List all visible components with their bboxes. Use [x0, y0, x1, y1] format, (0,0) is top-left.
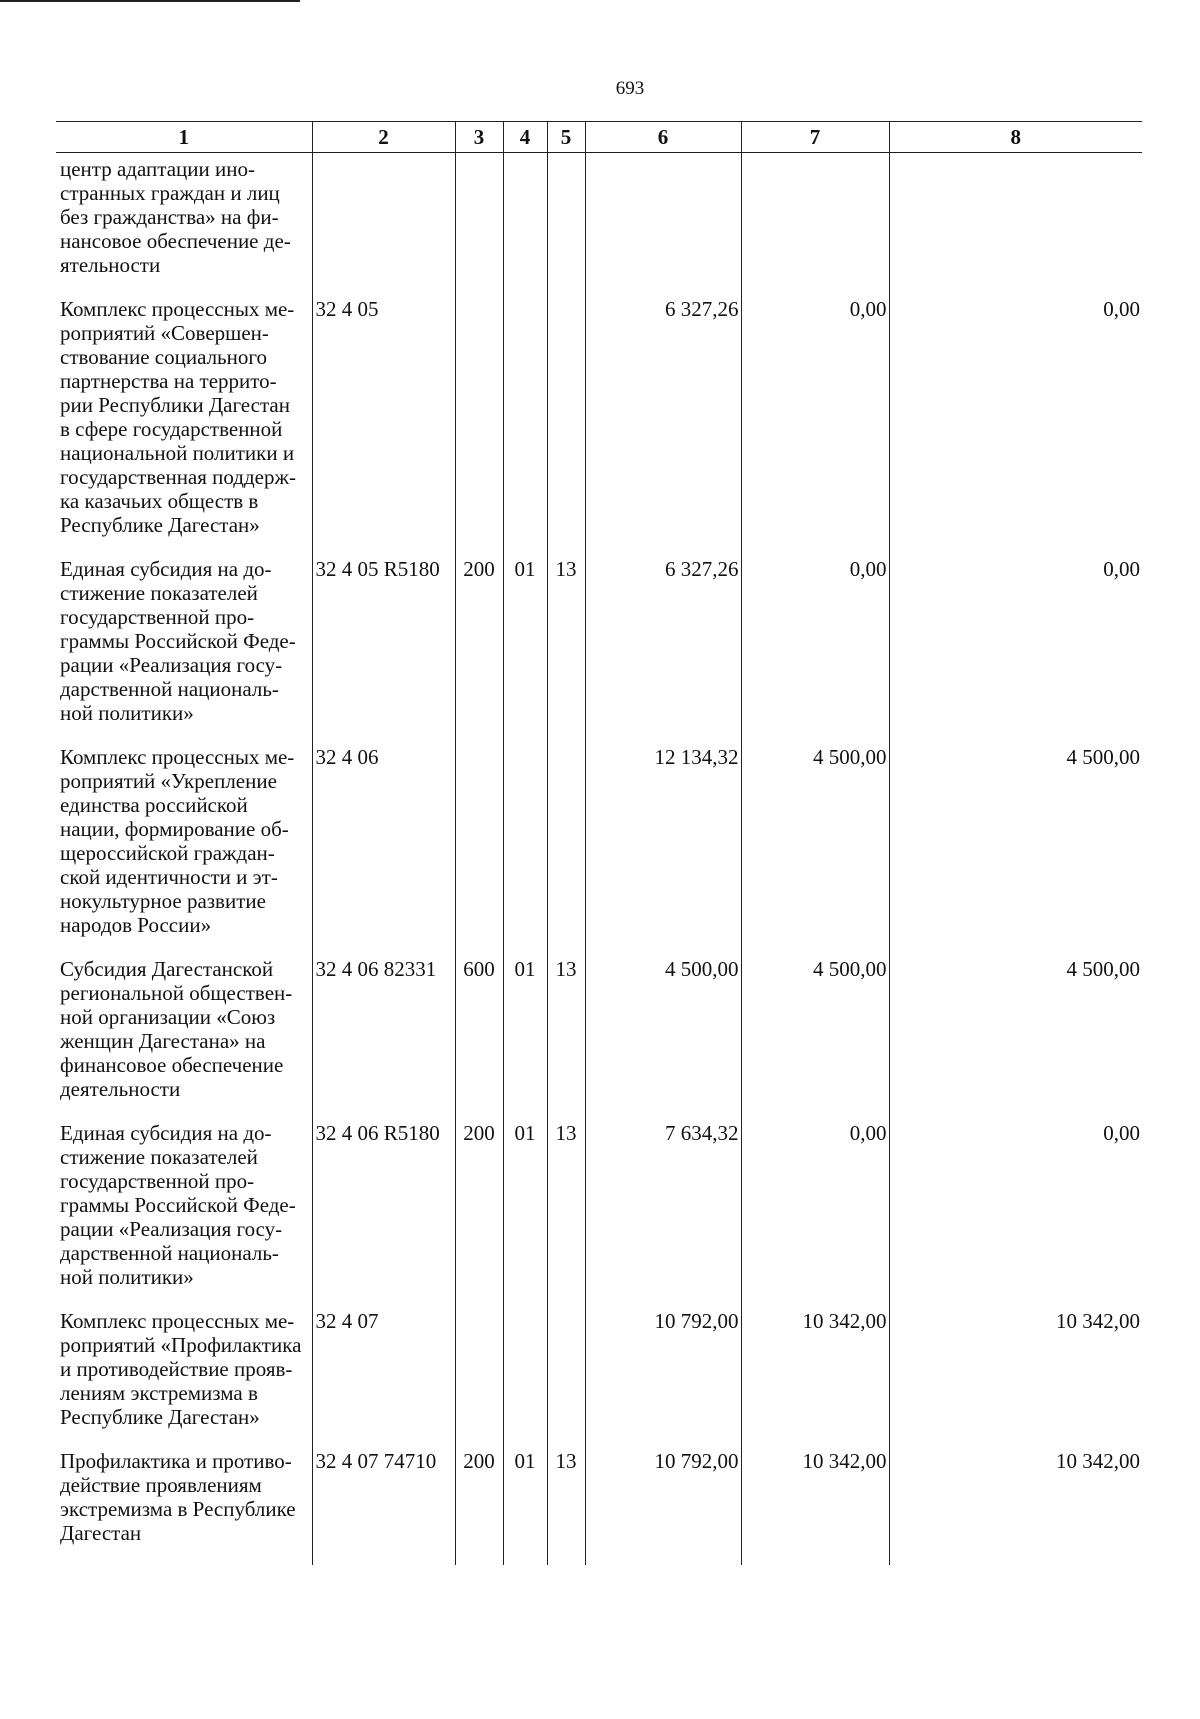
item-name-line: ной политики»: [60, 1265, 194, 1289]
item-name-line: Республике Дагестан»: [60, 1405, 260, 1429]
section-cell: 01: [503, 557, 547, 745]
item-name-line: ятельности: [60, 253, 161, 277]
item-name-line: стижение показателей: [60, 1145, 258, 1169]
header-cell: 3: [455, 122, 503, 153]
expense-type-cell: [455, 1309, 503, 1449]
item-name-cell: [56, 153, 312, 298]
item-name-line: действие проявлениям: [60, 1473, 262, 1497]
expense-type-cell: [455, 153, 503, 298]
amount-col7-cell: 4 500,00: [741, 957, 889, 1121]
table-row: [56, 745, 1142, 957]
section-cell: 01: [503, 1121, 547, 1309]
amount-col7-cell: 10 342,00: [741, 1449, 889, 1565]
item-name-line: нации, формирование об-: [60, 817, 289, 841]
amount-col7-cell: 0,00: [741, 297, 889, 557]
item-name-line: Профилактика и противо-: [60, 1449, 292, 1473]
amount-col8-cell: 0,00: [889, 557, 1142, 745]
item-name-cell: [56, 1121, 312, 1309]
expense-type-cell: [455, 745, 503, 957]
item-name-line: роприятий «Профилактика: [60, 1333, 302, 1357]
amount-col7-cell: 10 342,00: [741, 1309, 889, 1449]
expense-type-cell: [455, 297, 503, 557]
item-name-line: дарственной националь-: [60, 677, 279, 701]
item-name-line: государственной про-: [60, 1169, 255, 1193]
budget-table: [56, 121, 1142, 1565]
item-name-line: Республике Дагестан»: [60, 513, 260, 537]
item-name-line: нокультурное развитие: [60, 889, 266, 913]
item-name-line: Комплекс процессных ме-: [60, 1309, 295, 1333]
item-name-line: рации «Реализация госу-: [60, 1217, 283, 1241]
item-name-line: стижение показателей: [60, 581, 258, 605]
amount-col6-cell: 4 500,00: [585, 957, 741, 1121]
item-name-line: Дагестан: [60, 1521, 142, 1545]
item-name-line: женщин Дагестана» на: [60, 1029, 266, 1053]
item-name-line: ной политики»: [60, 701, 194, 725]
section-cell: [503, 1309, 547, 1449]
header-cell: 2: [312, 122, 455, 153]
amount-col7-cell: 0,00: [741, 557, 889, 745]
header-cell: 7: [741, 122, 889, 153]
section-cell: 01: [503, 1449, 547, 1565]
code-cell: 32 4 06: [312, 745, 455, 957]
amount-col6-cell: 7 634,32: [585, 1121, 741, 1309]
item-name-line: нансовое обеспечение де-: [60, 229, 291, 253]
code-cell: 32 4 07: [312, 1309, 455, 1449]
item-name-line: граммы Российской Феде-: [60, 629, 296, 653]
subsection-cell: [547, 745, 585, 957]
item-name-line: ной организации «Союз: [60, 1005, 276, 1029]
section-cell: 01: [503, 957, 547, 1121]
item-name-line: финансовое обеспечение: [60, 1053, 284, 1077]
item-name-line: граммы Российской Феде-: [60, 1193, 296, 1217]
subsection-cell: [547, 153, 585, 298]
header-cell: 1: [56, 122, 312, 153]
item-name-line: народов России»: [60, 913, 212, 937]
page-number: 693: [615, 78, 645, 99]
item-name-line: роприятий «Укрепление: [60, 769, 277, 793]
item-name-line: государственной про-: [60, 605, 255, 629]
item-name-line: Комплекс процессных ме-: [60, 297, 295, 321]
subsection-cell: 13: [547, 557, 585, 745]
item-name-cell: [56, 297, 312, 557]
expense-type-cell: 200: [455, 557, 503, 745]
amount-col8-cell: 0,00: [889, 297, 1142, 557]
item-name-line: партнерства на террито-: [60, 369, 277, 393]
item-name-line: Единая субсидия на до-: [60, 557, 272, 581]
item-name-line: деятельности: [60, 1077, 181, 1101]
expense-type-cell: 200: [455, 1449, 503, 1565]
code-cell: 32 4 05 R5180: [312, 557, 455, 745]
item-name-line: экстремизма в Республике: [60, 1497, 296, 1521]
item-name-cell: [56, 957, 312, 1121]
table-row: [56, 957, 1142, 1121]
top-rule: [0, 0, 300, 2]
item-name-line: рации «Реализация госу-: [60, 653, 283, 677]
item-name-line: единства российской: [60, 793, 248, 817]
table-body: [56, 153, 1142, 1566]
subsection-cell: [547, 297, 585, 557]
item-name-line: Единая субсидия на до-: [60, 1121, 272, 1145]
amount-col6-cell: 10 792,00: [585, 1309, 741, 1449]
item-name-cell: [56, 1309, 312, 1449]
item-name-line: лениям экстремизма в: [60, 1381, 258, 1405]
item-name-line: государственная поддерж-: [60, 465, 296, 489]
amount-col7-cell: 4 500,00: [741, 745, 889, 957]
amount-col6-cell: 6 327,26: [585, 297, 741, 557]
amount-col8-cell: 4 500,00: [889, 957, 1142, 1121]
item-name-cell: [56, 745, 312, 957]
code-cell: 32 4 06 R5180: [312, 1121, 455, 1309]
header-cell: 6: [585, 122, 741, 153]
amount-col6-cell: [585, 153, 741, 298]
amount-col7-cell: [741, 153, 889, 298]
item-name-line: ствование социального: [60, 345, 267, 369]
section-cell: [503, 745, 547, 957]
item-name-line: Субсидия Дагестанской: [60, 957, 274, 981]
code-cell: [312, 153, 455, 298]
subsection-cell: 13: [547, 957, 585, 1121]
section-cell: [503, 153, 547, 298]
amount-col7-cell: 0,00: [741, 1121, 889, 1309]
expense-type-cell: 600: [455, 957, 503, 1121]
amount-col8-cell: [889, 153, 1142, 298]
table-row: [56, 1309, 1142, 1449]
code-cell: 32 4 05: [312, 297, 455, 557]
item-name-line: в сфере государственной: [60, 417, 283, 441]
table-row: [56, 297, 1142, 557]
header-cell: 4: [503, 122, 547, 153]
item-name-line: и противодействие прояв-: [60, 1357, 293, 1381]
item-name-line: ка казачьих обществ в: [60, 489, 259, 513]
item-name-cell: [56, 557, 312, 745]
header-row: [56, 122, 1142, 153]
amount-col6-cell: 10 792,00: [585, 1449, 741, 1565]
item-name-line: странных граждан и лиц: [60, 181, 280, 205]
amount-col6-cell: 12 134,32: [585, 745, 741, 957]
table-row: [56, 1449, 1142, 1565]
code-cell: 32 4 07 74710: [312, 1449, 455, 1565]
item-name-line: Комплекс процессных ме-: [60, 745, 295, 769]
table-row: [56, 557, 1142, 745]
table-row: [56, 153, 1142, 298]
item-name-cell: [56, 1449, 312, 1565]
table-row: [56, 1121, 1142, 1309]
header-cell: 5: [547, 122, 585, 153]
item-name-line: ской идентичности и эт-: [60, 865, 278, 889]
subsection-cell: [547, 1309, 585, 1449]
subsection-cell: 13: [547, 1449, 585, 1565]
section-cell: [503, 297, 547, 557]
item-name-line: региональной обществен-: [60, 981, 293, 1005]
code-cell: 32 4 06 82331: [312, 957, 455, 1121]
item-name-line: национальной политики и: [60, 441, 295, 465]
amount-col6-cell: 6 327,26: [585, 557, 741, 745]
item-name-line: без гражданства» на фи-: [60, 205, 279, 229]
item-name-line: дарственной националь-: [60, 1241, 279, 1265]
subsection-cell: 13: [547, 1121, 585, 1309]
item-name-line: рии Республики Дагестан: [60, 393, 290, 417]
amount-col8-cell: 10 342,00: [889, 1309, 1142, 1449]
item-name-line: центр адаптации ино-: [60, 157, 255, 181]
header-cell: 8: [889, 122, 1142, 153]
amount-col8-cell: 4 500,00: [889, 745, 1142, 957]
amount-col8-cell: 10 342,00: [889, 1449, 1142, 1565]
item-name-line: щероссийской граждан-: [60, 841, 275, 865]
item-name-line: роприятий «Совершен-: [60, 321, 269, 345]
amount-col8-cell: 0,00: [889, 1121, 1142, 1309]
expense-type-cell: 200: [455, 1121, 503, 1309]
